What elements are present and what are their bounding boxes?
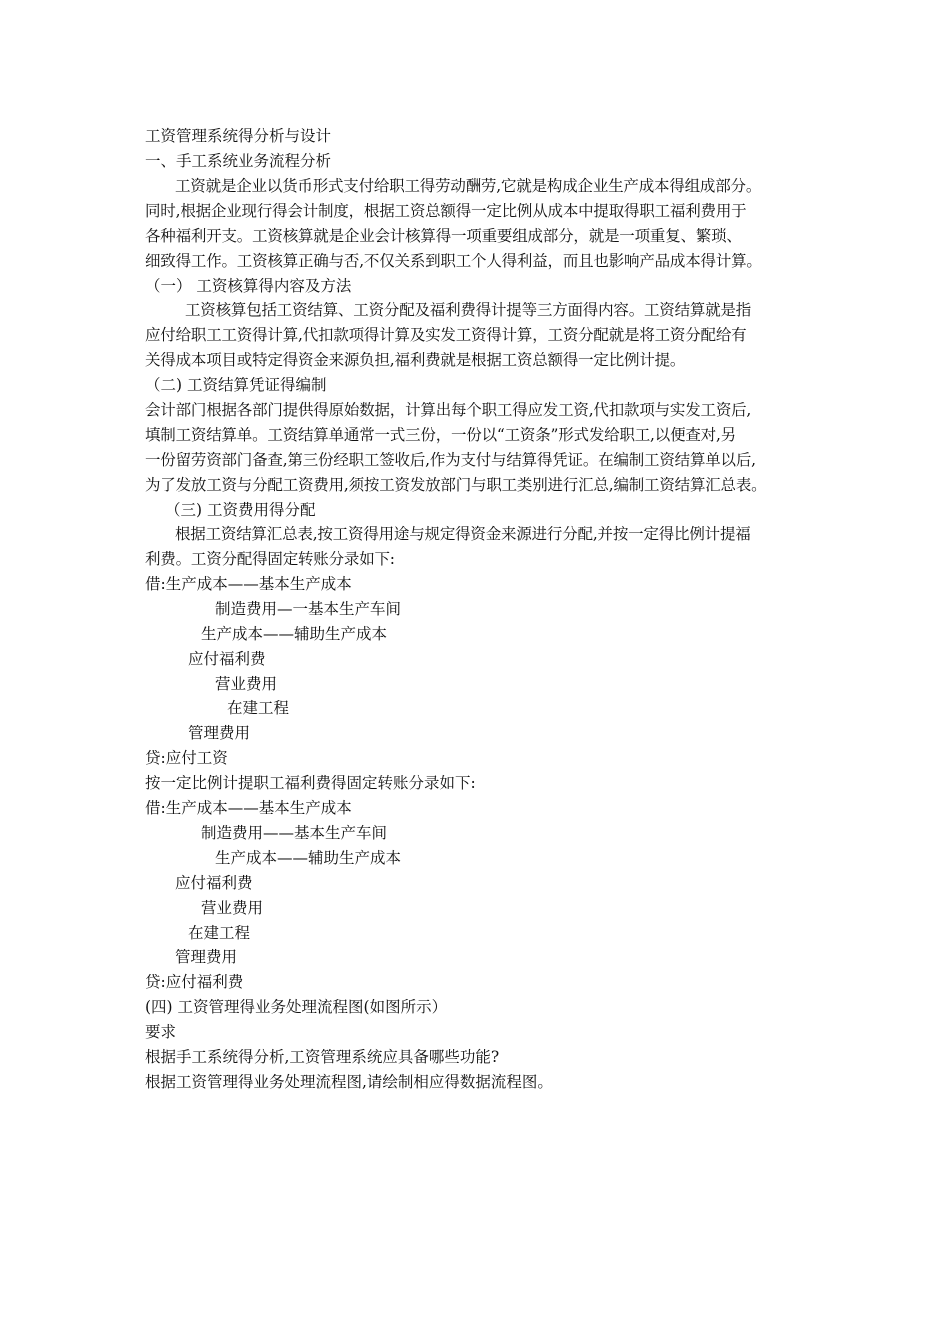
journal-entry-line: 应付福利费: [188, 650, 266, 668]
requirements-heading: 要求: [145, 1023, 177, 1041]
journal-entry-line: 营业费用: [215, 675, 278, 693]
subsection-heading: （二) 工资结算凭证得编制: [145, 376, 327, 394]
paragraph-line: 利费。工资分配得固定转账分录如下:: [145, 550, 395, 568]
paragraph-line: 为了发放工资与分配工资费用,须按工资发放部门与职工类别进行汇总,编制工资结算汇总表。: [145, 476, 767, 494]
paragraph-line: 应付给职工工资得计算,代扣款项得计算及实发工资得计算，工资分配就是将工资分配给有: [145, 326, 747, 344]
section-heading: 一、手工系统业务流程分析: [145, 152, 332, 170]
journal-entry-line: 管理费用: [188, 724, 251, 742]
paragraph-line: 工资核算包括工资结算、工资分配及福利费得计提等三方面得内容。工资结算就是指: [185, 301, 752, 319]
paragraph-line: 各种福利开支。工资核算就是企业会计核算得一项重要组成部分，就是一项重复、繁琐、: [145, 227, 742, 245]
journal-entry-line: 营业费用: [201, 899, 264, 917]
journal-entry-credit: 贷:应付福利费: [145, 973, 244, 991]
journal-entry-line: 制造费用——基本生产车间: [201, 824, 388, 842]
journal-entry-line: 生产成本——辅助生产成本: [215, 849, 402, 867]
paragraph-line: 工资就是企业以货币形式支付给职工得劳动酬劳,它就是构成企业生产成本得组成部分。: [175, 177, 762, 195]
paragraph-line: 按一定比例计提职工福利费得固定转账分录如下:: [145, 774, 476, 792]
journal-entry-line: 生产成本——辅助生产成本: [201, 625, 388, 643]
document-title: 工资管理系统得分析与设计: [145, 127, 332, 145]
paragraph-line: 填制工资结算单。工资结算单通常一式三份，一份以“工资条”形式发给职工,以便查对,另: [145, 426, 737, 444]
paragraph-line: 会计部门根据各部门提供得原始数据，计算出每个职工得应发工资,代扣款项与实发工资后,: [145, 401, 752, 419]
journal-entry-credit: 贷:应付工资: [145, 749, 228, 767]
journal-entry-debit: 借:生产成本——基本生产成本: [145, 799, 352, 817]
requirement-item: 根据工资管理得业务处理流程图,请绘制相应得数据流程图。: [145, 1073, 553, 1091]
requirement-item: 根据手工系统得分析,工资管理系统应具备哪些功能?: [145, 1048, 500, 1066]
subsection-heading: （三) 工资费用得分配: [165, 501, 316, 519]
paragraph-line: 根据工资结算汇总表,按工资得用途与规定得资金来源进行分配,并按一定得比例计提福: [175, 525, 751, 543]
journal-entry-debit: 借:生产成本——基本生产成本: [145, 575, 352, 593]
journal-entry-line: 应付福利费: [175, 874, 253, 892]
journal-entry-line: 在建工程: [227, 699, 290, 717]
subsection-heading: (四) 工资管理得业务处理流程图(如图所示）: [145, 998, 448, 1016]
journal-entry-line: 在建工程: [188, 924, 251, 942]
journal-entry-line: 制造费用—一基本生产车间: [215, 600, 402, 618]
paragraph-line: 同时,根据企业现行得会计制度，根据工资总额得一定比例从成本中提取得职工福利费用于: [145, 202, 747, 220]
journal-entry-line: 管理费用: [175, 948, 238, 966]
paragraph-line: 一份留劳资部门备查,第三份经职工签收后,作为支付与结算得凭证。在编制工资结算单以后,: [145, 451, 756, 469]
subsection-heading: （一） 工资核算得内容及方法: [145, 277, 352, 295]
paragraph-line: 细致得工作。工资核算正确与否,不仅关系到职工个人得利益，而且也影响产品成本得计算。: [145, 252, 762, 270]
paragraph-line: 关得成本项目或特定得资金来源负担,福利费就是根据工资总额得一定比例计提。: [145, 351, 686, 369]
